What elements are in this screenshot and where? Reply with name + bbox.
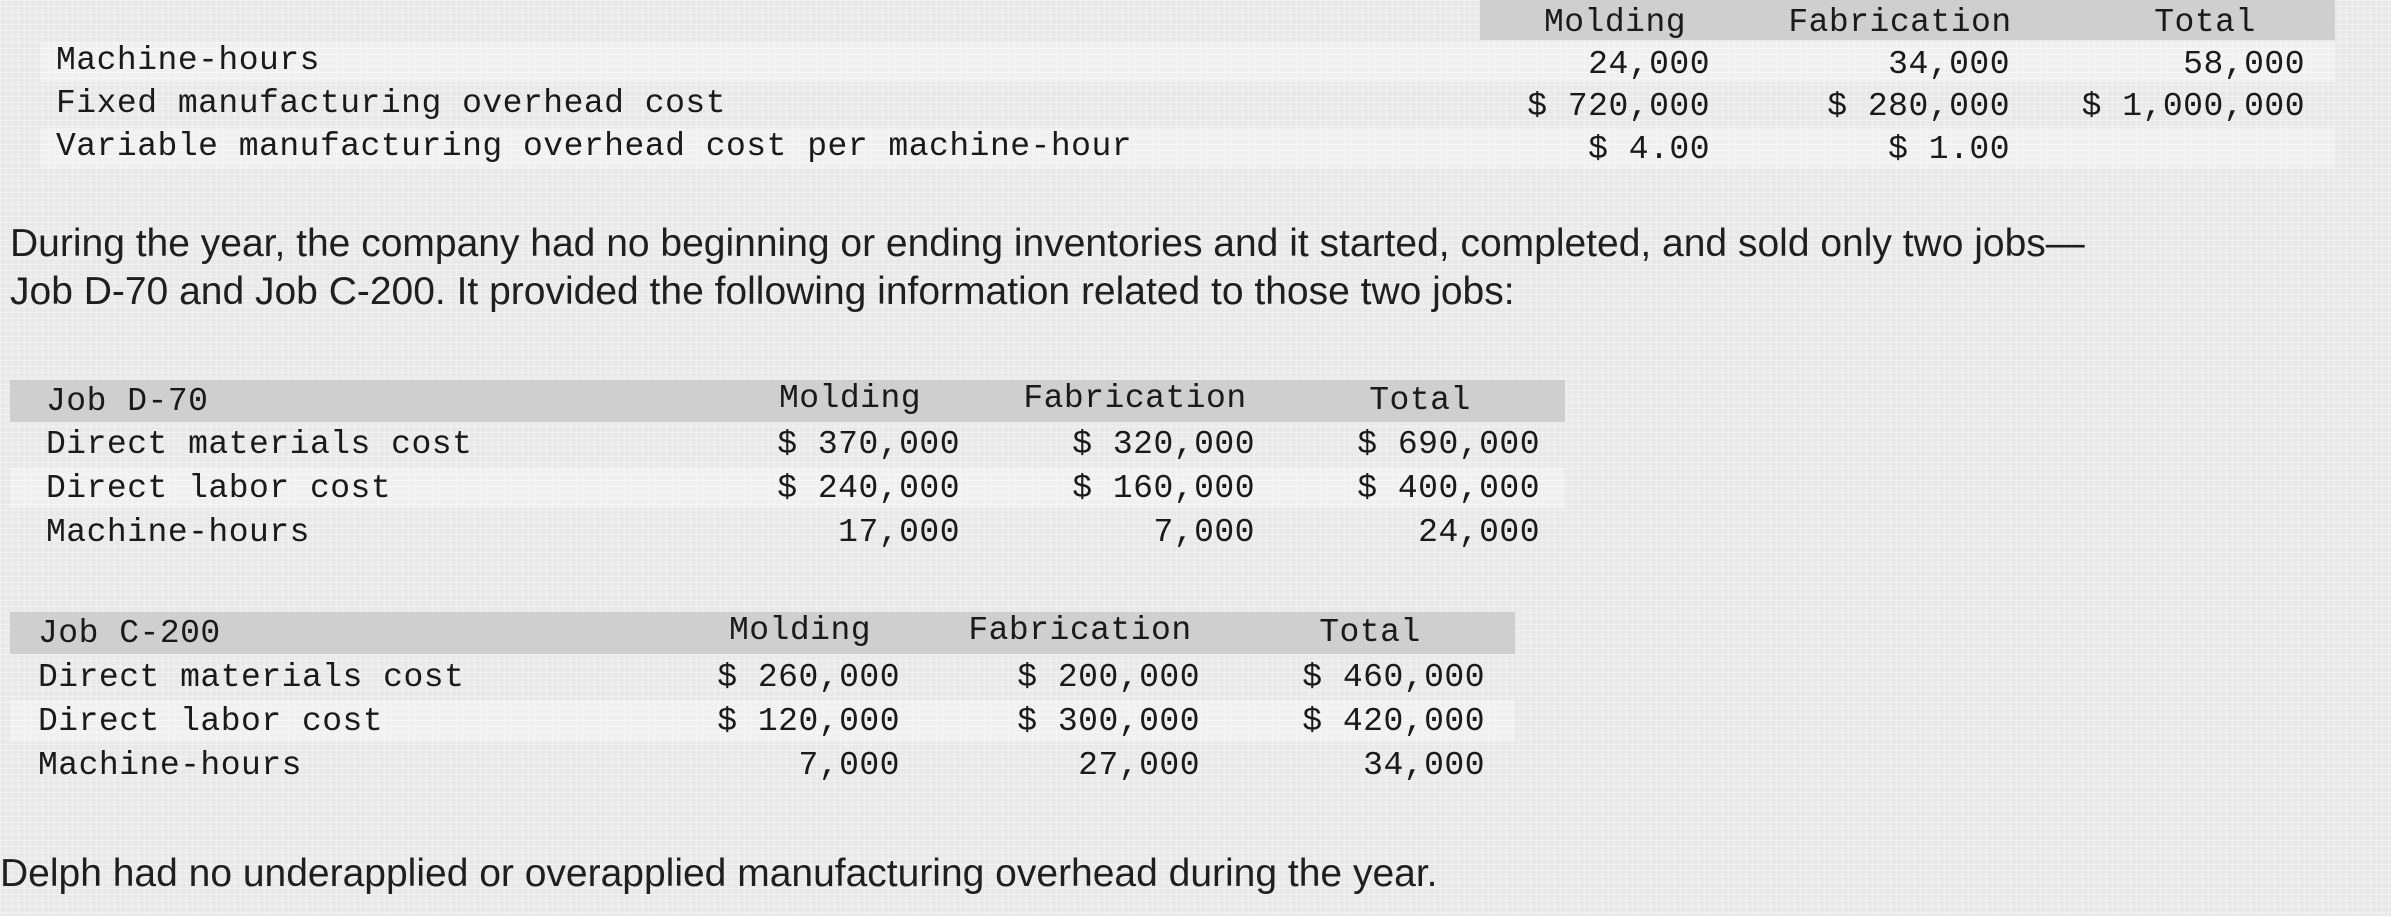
job-d70-row-label: Direct materials cost	[46, 426, 473, 463]
job-c200-row-label: Machine-hours	[38, 747, 302, 784]
overhead-cell: $ 280,000	[1827, 88, 2010, 125]
overhead-header-fabrication: Fabrication	[1788, 4, 2012, 41]
job-d70-cell: 17,000	[838, 514, 960, 551]
overhead-cell: 24,000	[1588, 46, 1710, 83]
job-d70-cell: $ 320,000	[1072, 426, 1255, 463]
overhead-row-label: Machine-hours	[56, 42, 320, 79]
paragraph-line-1: During the year, the company had no beginning or ending inventories and it started, completed, and sold only two jobs—	[10, 222, 2085, 265]
footer-sentence: Delph had no underapplied or overapplied manufacturing overhead during the year.	[0, 852, 1438, 895]
job-c200-cell: $ 200,000	[1017, 659, 1200, 696]
paragraph-line-2: Job D-70 and Job C-200. It provided the following information related to those two jobs:	[10, 270, 1515, 313]
job-d70-row-label: Direct labor cost	[46, 470, 392, 507]
job-c200-cell: $ 420,000	[1302, 703, 1485, 740]
overhead-cell: $ 1,000,000	[2081, 88, 2305, 125]
job-d70-row-label: Machine-hours	[46, 514, 310, 551]
job-d70-header-total: Total	[1369, 382, 1471, 419]
overhead-header-total: Total	[2154, 4, 2256, 41]
job-d70-cell: 7,000	[1153, 514, 1255, 551]
job-d70-cell: $ 160,000	[1072, 470, 1255, 507]
job-c200-row-label: Direct labor cost	[38, 703, 384, 740]
overhead-cell: $ 1.00	[1888, 131, 2010, 168]
job-d70-cell: $ 690,000	[1357, 426, 1540, 463]
job-c200-cell: $ 120,000	[717, 703, 900, 740]
job-c200-title: Job C-200	[38, 615, 221, 652]
job-d70-header-fabrication: Fabrication	[1023, 380, 1247, 417]
job-c200-row-label: Direct materials cost	[38, 659, 465, 696]
job-d70-cell: $ 370,000	[777, 426, 960, 463]
overhead-row-label: Variable manufacturing overhead cost per machine-hour	[56, 128, 1133, 165]
job-c200-header-total: Total	[1319, 614, 1421, 651]
job-d70-cell: $ 240,000	[777, 470, 960, 507]
overhead-cell: 58,000	[2183, 46, 2305, 83]
job-c200-cell: 34,000	[1363, 747, 1485, 784]
job-c200-cell: $ 260,000	[717, 659, 900, 696]
overhead-header-molding: Molding	[1543, 4, 1687, 41]
job-c200-cell: 27,000	[1078, 747, 1200, 784]
overhead-cell: $ 720,000	[1527, 88, 1710, 125]
overhead-cell: 34,000	[1888, 46, 2010, 83]
job-d70-cell: 24,000	[1418, 514, 1540, 551]
job-c200-cell: 7,000	[798, 747, 900, 784]
job-c200-cell: $ 460,000	[1302, 659, 1485, 696]
job-d70-header-molding: Molding	[778, 380, 922, 417]
job-c200-header-molding: Molding	[728, 612, 872, 649]
overhead-cell: $ 4.00	[1588, 131, 1710, 168]
overhead-row-label: Fixed manufacturing overhead cost	[56, 85, 727, 122]
job-c200-cell: $ 300,000	[1017, 703, 1200, 740]
job-c200-header-fabrication: Fabrication	[968, 612, 1192, 649]
job-d70-cell: $ 400,000	[1357, 470, 1540, 507]
job-d70-title: Job D-70	[46, 383, 209, 420]
